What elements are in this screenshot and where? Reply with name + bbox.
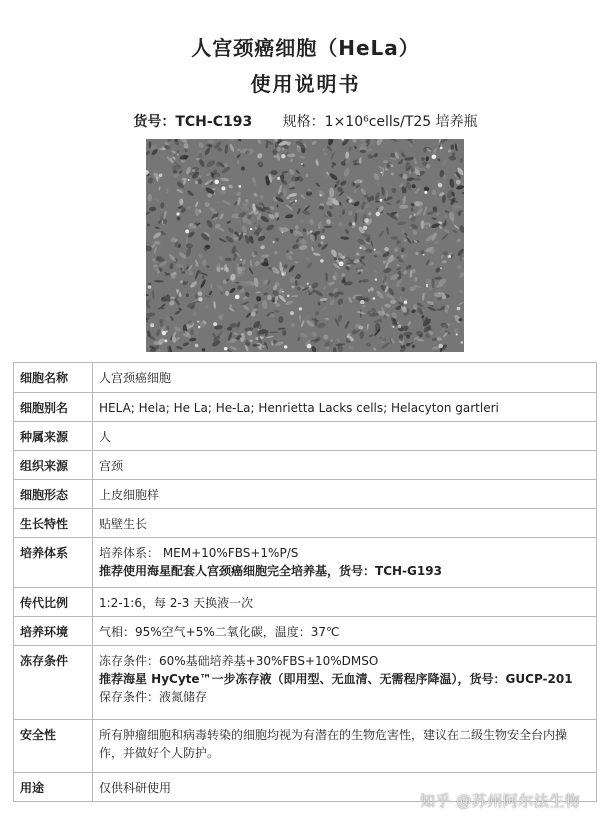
row-label: 冻存条件: [14, 646, 93, 720]
row-label: 组织来源: [14, 451, 93, 480]
row-value-line: 培养体系： MEM+10%FBS+1%P/S: [99, 546, 299, 560]
spec-label: 规格：1×10⁶cells/T25 培养瓶: [282, 114, 478, 130]
row-value-line: 推荐海星 HyCyte™一步冻存液（即用型、无血清、无需程序降温），货号：GUCP-201: [99, 672, 573, 686]
row-value: [93, 480, 597, 509]
row-value: [93, 393, 597, 422]
sku-label: 货号：TCH-C193: [133, 114, 253, 130]
row-value: [93, 617, 597, 646]
spec-table: [13, 362, 597, 802]
table-row: [14, 720, 597, 773]
row-value-line: HELA; Hela; He La; He-La; Henrietta Lacks cells; Helacyton gartleri: [99, 401, 499, 415]
table-row: [14, 588, 597, 617]
row-value-line: 气相：95%空气+5%二氧化碳，温度：37℃: [99, 625, 340, 639]
row-label: 传代比例: [14, 588, 93, 617]
row-label: 细胞形态: [14, 480, 93, 509]
product-meta: [0, 111, 611, 131]
row-value: [93, 451, 597, 480]
row-value-line: 1:2-1:6，每 2-3 天换液一次: [99, 596, 254, 610]
table-row: [14, 538, 597, 588]
row-value-line: 保存条件：液氮储存: [99, 690, 208, 704]
row-value: [93, 720, 597, 773]
row-label: 用途: [14, 773, 93, 802]
row-value-line: 人宫颈癌细胞: [99, 371, 172, 385]
row-label: 培养环境: [14, 617, 93, 646]
table-row: [14, 393, 597, 422]
row-value-line: 人: [99, 430, 112, 444]
doc-title-line2: 使用说明书: [250, 72, 361, 96]
row-value: [93, 538, 597, 588]
row-label: 细胞别名: [14, 393, 93, 422]
row-value-line: 仅供科研使用: [99, 781, 172, 795]
row-value: [93, 422, 597, 451]
table-row: [14, 617, 597, 646]
row-label: 生长特性: [14, 509, 93, 538]
row-value-line: 推荐使用海星配套人宫颈癌细胞完全培养基，货号：TCH-G193: [99, 564, 442, 578]
row-value: [93, 509, 597, 538]
watermark: 知乎 @苏州阿尔法生物: [420, 792, 581, 810]
table-row: [14, 646, 597, 720]
table-row: [14, 480, 597, 509]
micrograph-texture: [146, 139, 464, 352]
row-value-line: 冻存条件：60%基础培养基+30%FBS+10%DMSO: [99, 654, 379, 668]
row-value: [93, 646, 597, 720]
doc-title-line1: 人宫颈癌细胞（HeLa）: [191, 36, 420, 60]
cell-micrograph-image: [146, 139, 464, 352]
row-value-line: 宫颈: [99, 459, 124, 473]
row-label: 细胞名称: [14, 363, 93, 393]
row-value: [93, 588, 597, 617]
table-row: [14, 451, 597, 480]
table-row: [14, 422, 597, 451]
row-value-line: 所有肿瘤细胞和病毒转染的细胞均视为有潜在的生物危害性，建议在二级生物安全台内操作，并做好个人防护。: [99, 728, 568, 760]
row-label: 安全性: [14, 720, 93, 773]
table-row: [14, 363, 597, 393]
row-value-line: 贴壁生长: [99, 517, 148, 531]
table-row: [14, 509, 597, 538]
row-label: 培养体系: [14, 538, 93, 588]
row-value: [93, 363, 597, 393]
row-value-line: 上皮细胞样: [99, 488, 160, 502]
row-label: 种属来源: [14, 422, 93, 451]
